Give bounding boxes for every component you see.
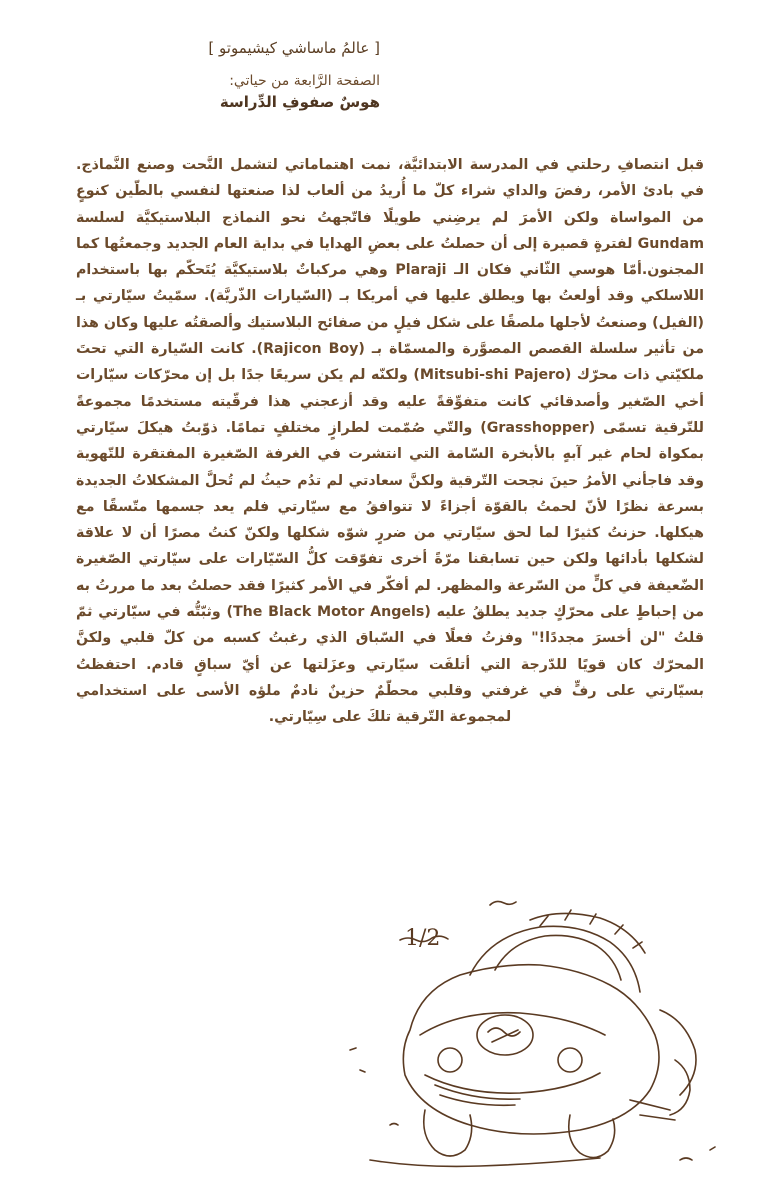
body-text: قبل انتصافِ رحلتي في المدرسة الابتدائيَّة، نمت اهتماماتي لتشمل النَّحت وصنع النَّماذج. في بادئ الأمر، رفضَ والداي شراء كلّ ما أُريدُ من ألعاب لذا صنعتها لنفسي بالطّين كنوعٍ من المواساة ولكن الأمرَ لم يرضِني طويلًا فاتّجهتُ نحو النماذج البلاستيكيَّة لسلسة Gundam لفترةٍ قصيرة إلى أن حصلتُ على بعضِ الهدايا في بداية العام الجديد وجمعتُها كما المجنون.أمّا هوسي الثّاني فكان الـ Plaraji وهي مركباتٌ بلاستيكيَّة يُتَحكّم بها باستخدام اللاسلكي وقد أولعتُ بها ويطلق عليها في أمريكا بـ (السّيارات الذّريَّة). سمّيتُ سيّارتي بـ (الفيل) وصنعتُ لأجلها ملصقًا على شكل فيلٍ من صفائح البلاستيك وألصقتُه عليها وكان هذا من تأثير سلسلة القصص المصوَّرة والمسمّاة بـ (Rajicon Boy). كانت السّيارة التي تحتَ ملكيّتي ذات محرّك (Mitsubi-shi Pajero) ولكنّه لم يكن سريعًا جدًا بل إن محرّكات سيّارات أخي الصّغير وأصدقائي كانت متفوِّقةً عليه وقد أزعجني هذا فرقّيته مستخدمًا مجموعةً للتّرقية تسمّى (Grasshopper) والتّي صُمّمت لطرازٍ مختلفٍ تمامًا. ذوّبتُ هيكلَ سيّارتي بمكواة لحام غير آبهٍ بالأبخرة السّامة التي انتشرت في الغرفة الصّغيرة المفتقرة للتّهوية وقد فاجأني الأمرُ حينَ نجحت التّرقية ولكنَّ سعادتي لم تدُم حيثُ لم تُحلَّ المشكلاتُ الجديدة بسرعة نظرًا لأنّ لحمتُ بالقوّة أجزاءً لا تتوافقُ مع سيّارتي فلم يعد جسمها متّسقًا مع هيكلها. حزنتُ كثيرًا لما لحق سيّارتي من ضررٍ شوّه شكلها ولكنّ كنتُ مصرًا أن لا علاقة لشكلها بأدائها ولكن حين تسابقنا مرّةً أخرى تفوّقت كلُّ السّيّارات على سيّارتي الصّغيرة الضّعيفة في كلٍّ من السّرعة والمظهر. لم أفكّر في الأمر كثيرًا فقد حصلتُ بعد ما مررتُ به من إحباطٍ على محرّكٍ جديد يطلقُ عليه (The Black Motor Angels) وثبّتُّه في سيّارتي ثمّ قلتُ "لن أخسرَ مجددًا!" وفزتُ فعلًا في السّباق الذي رغبتُ كسبه من كلّ قلبي ولكنَّ المحرّك كان قويًا للدّرجة التي أتلفَت سيّارتي وعزَلتها عن أيّ سباقٍ قادم. احتفظتُ بسيّارتي على رفٍّ في غرفتي وقلبي محطّمٌ حزينٌ نادمٌ ملؤه الأسى على استخدامي لمجموعة التّرقية تلكَ على سِيّارتي. [75, 157, 705, 726]
author-credit: [ عالمُ ماساشي كيشيموتو ] [208, 39, 380, 57]
page-header [150, 38, 380, 112]
car-sketch-drawing [330, 860, 750, 1180]
page-subtitle: الصفحة الرَّابعة من حياتي: [229, 73, 380, 89]
car-sketch-illustration [330, 860, 750, 1180]
sketch-label: 1/2 [405, 926, 441, 951]
chapter-title: هوسٌ صفوفِ الدِّراسة [219, 93, 380, 111]
